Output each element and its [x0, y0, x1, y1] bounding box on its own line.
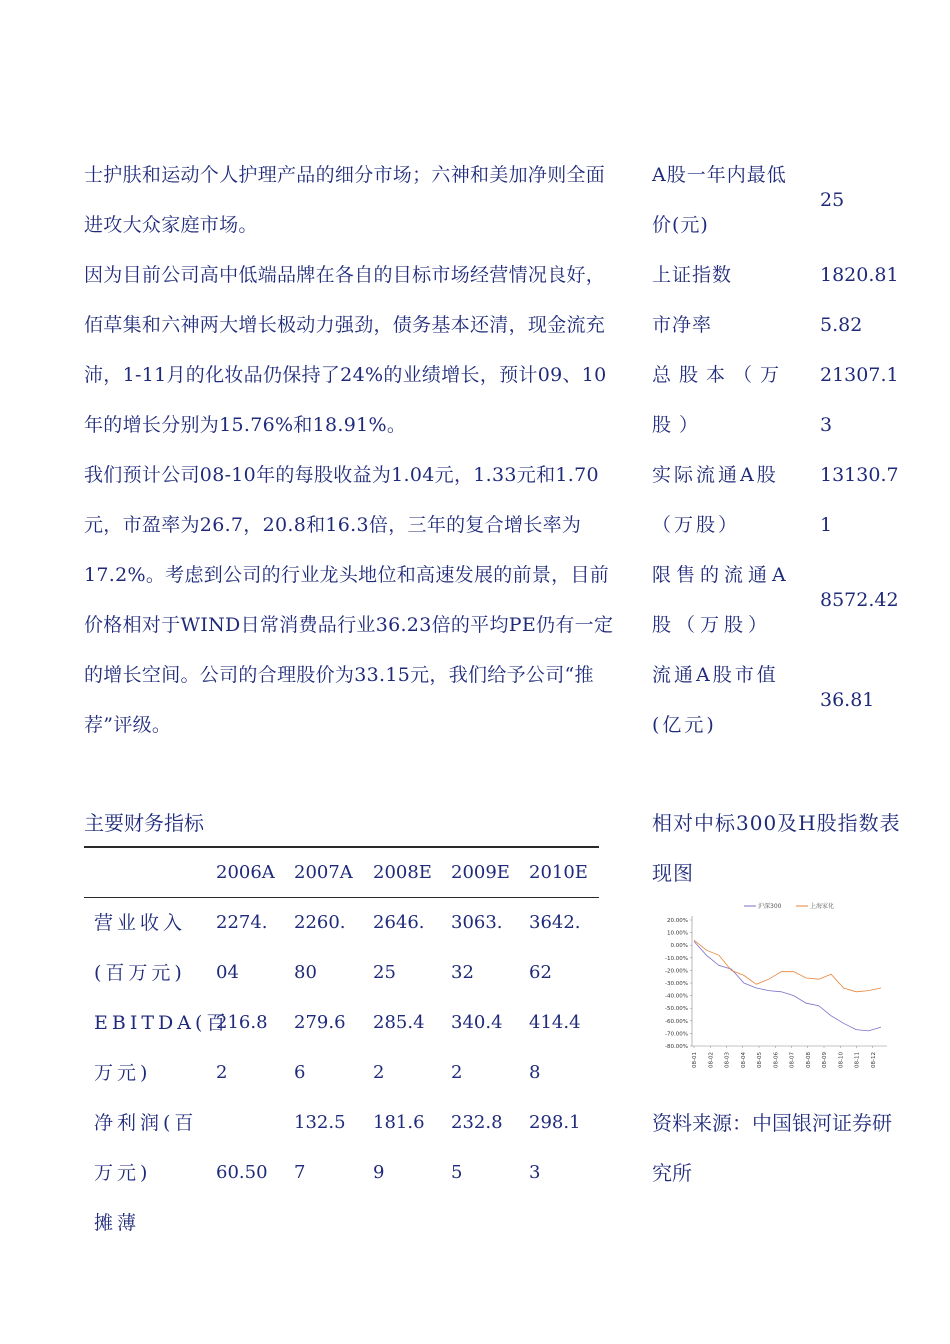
x-tick-label: 08-09: [822, 1052, 828, 1068]
y-tick-label: -20.00%: [665, 968, 688, 975]
stat-label: 上证指数: [652, 264, 733, 286]
stat-value: 5.82: [820, 314, 863, 336]
legend-label: 沪深300: [758, 903, 782, 910]
col-header: 2009E: [451, 862, 510, 883]
table-row-label: 摊薄: [94, 1212, 141, 1234]
body-text: [84, 150, 614, 750]
table-cell: 181.69: [373, 1112, 425, 1183]
stat-row: [652, 150, 912, 250]
stat-label: 流通A股市值(亿元): [652, 664, 779, 736]
table-cell: 132.57: [294, 1112, 346, 1183]
stat-label: A股一年内最低价(元): [652, 164, 787, 236]
y-tick-label: 10.00%: [667, 930, 688, 937]
table-cell: 2274.04: [216, 912, 268, 983]
table-row-label: EBITDA(百万元): [94, 1012, 230, 1084]
table-title: 主要财务指标: [84, 811, 204, 835]
table-cell: 285.42: [373, 1012, 425, 1083]
col-header: 2008E: [373, 862, 432, 883]
x-tick-label: 08-12: [870, 1052, 877, 1068]
y-tick-label: -30.00%: [665, 981, 688, 987]
paragraph-3: 我们预计公司08-10年的每股收益为1.04元，1.33元和1.70元，市盈率为26.7，20.8和16.3倍，三年的复合增长率为17.2%。考虑到公司的行业龙头地位和高速发展的前景，目前价格相对于WIND日常消费品行业36.23倍的平均PE仍有一定的增长空间。公司的合理股价为33.15元，我们给予公司“推荐”评级。: [84, 464, 614, 736]
table-row-label: 净利润(百万元): [94, 1112, 198, 1184]
x-tick-label: 08-11: [854, 1052, 861, 1068]
x-tick-label: 08-08: [805, 1052, 812, 1068]
chart-caption: 相对中标300及H股指数表现图: [652, 811, 901, 885]
stock-stats: [652, 150, 912, 750]
stat-value: 25: [820, 189, 845, 211]
x-tick-label: 08-03: [724, 1052, 731, 1068]
table-cell: 3063.32: [451, 912, 503, 983]
table-cell: 414.48: [529, 1012, 581, 1083]
performance-chart: [652, 898, 907, 1073]
x-tick-label: 08-05: [757, 1052, 763, 1068]
table-cell: 60.50: [216, 1162, 268, 1183]
table-cell: 279.66: [294, 1012, 346, 1083]
stat-label: 总股本（万股）: [652, 364, 788, 436]
paragraph-1: 士护肤和运动个人护理产品的细分市场；六神和美加净则全面进攻大众家庭市场。: [84, 164, 606, 236]
stat-row: [652, 250, 912, 300]
x-tick-label: 08-04: [740, 1052, 747, 1068]
table-header-row: [84, 848, 599, 898]
x-tick-label: 08-07: [789, 1052, 796, 1068]
series-line: [694, 941, 881, 1031]
stat-row: [652, 650, 912, 750]
stat-value: 8572.42: [820, 589, 899, 611]
col-header: 2007A: [294, 862, 353, 883]
stat-row: [652, 350, 912, 450]
table-cell: 298.13: [529, 1112, 581, 1183]
stat-row: [652, 450, 912, 550]
table-cell: 232.85: [451, 1112, 503, 1183]
stat-value: 36.81: [820, 689, 875, 711]
y-tick-label: -80.00%: [665, 1044, 688, 1050]
stat-label: 实际流通A股（万股）: [652, 464, 779, 536]
stat-value: 21307.13: [820, 364, 899, 436]
stat-value: 1820.81: [820, 264, 899, 286]
stat-label: 限售的流通A股（万股）: [652, 564, 791, 636]
x-tick-label: 08-06: [773, 1052, 780, 1068]
line-chart-svg: [652, 898, 907, 1073]
col-header: 2006A: [216, 862, 275, 883]
table-cell: 216.82: [216, 1012, 268, 1083]
y-tick-label: -70.00%: [665, 1031, 688, 1038]
y-tick-label: 20.00%: [667, 918, 688, 924]
y-tick-label: -60.00%: [665, 1018, 688, 1025]
y-tick-label: -50.00%: [665, 1006, 688, 1013]
x-tick-label: 08-01: [692, 1052, 698, 1068]
y-tick-label: -10.00%: [665, 955, 688, 962]
paragraph-2: 因为目前公司高中低端品牌在各自的目标市场经营情况良好，佰草集和六神两大增长极动力强劲，债务基本还清，现金流充沛，1-11月的化妆品仍保持了24%的业绩增长，预计09、10年的增长分别为15.76%和18.91%。: [84, 264, 607, 436]
source-note: 资料来源：中国银河证券研究所: [652, 1111, 892, 1185]
stat-row: [652, 300, 912, 350]
stat-label: 市净率: [652, 314, 713, 336]
x-tick-label: 08-10: [838, 1052, 845, 1068]
table-cell: 340.42: [451, 1012, 503, 1083]
legend-label: 上海家化: [810, 903, 835, 910]
table-cell: 3642.62: [529, 912, 581, 983]
stat-value: 13130.71: [820, 464, 899, 536]
table-row-label: 营业收入(百万元): [94, 912, 187, 984]
stat-row: [652, 550, 912, 650]
table-cell: 2646.25: [373, 912, 425, 983]
table-cell: 2260.80: [294, 912, 346, 983]
y-tick-label: -40.00%: [665, 993, 688, 1000]
col-header: 2010E: [529, 862, 588, 883]
x-tick-label: 08-02: [708, 1052, 715, 1068]
y-tick-label: 0.00%: [670, 943, 688, 950]
